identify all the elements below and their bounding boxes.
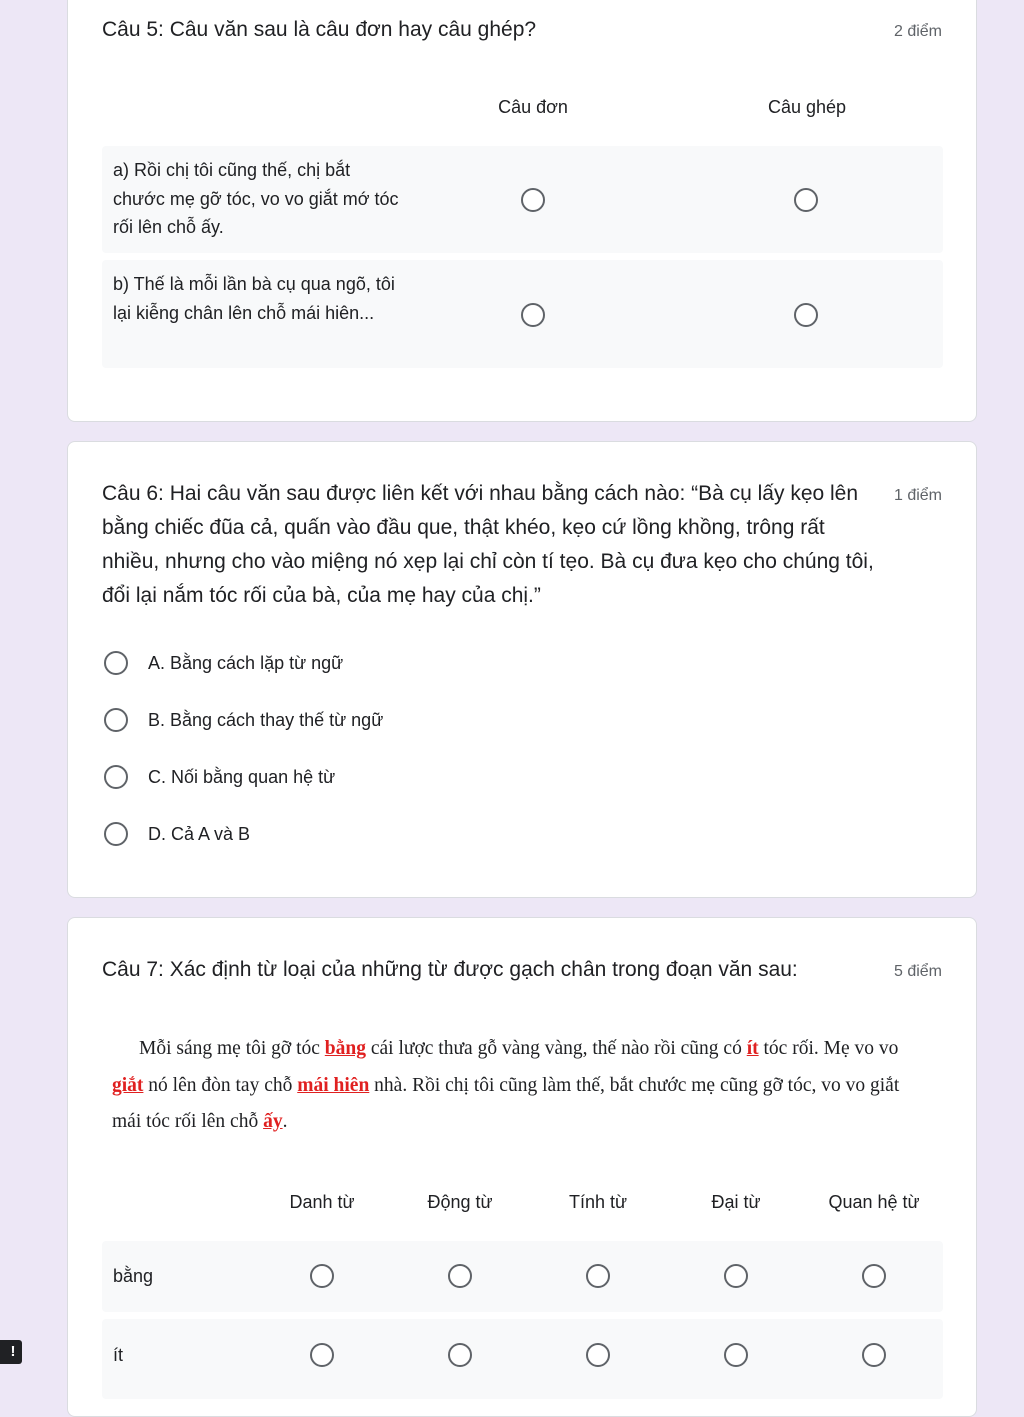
question-7-card <box>67 917 977 1417</box>
q6-option-c[interactable] <box>102 762 602 792</box>
question-7-points: 5 điểm <box>893 963 942 980</box>
q6-option-d-label: D. Cả A và B <box>148 824 251 844</box>
q6-option-b-label: B. Bằng cách thay thế từ ngữ <box>148 710 384 730</box>
question-6-title: Câu 6: Hai câu văn sau được liên kết với nhau bằng cách nào: “Bà cụ lấy kẹo lên bằng chiếc đũa cả, quấn vào đầu que, thật khéo, kẹo cứ lồng khồng, trông rất nhiều, nhưng cho vào miệng nó xẹp lại chỉ còn tí tẹo. Bà cụ đưa kẹo cho chúng tôi, đổi lại nắm tóc rối của bà, của mẹ hay của chị.” <box>102 482 874 607</box>
underlined-word-giat: giắt <box>112 1074 144 1096</box>
exclamation-icon[interactable]: ! <box>0 1340 22 1364</box>
q7-passage <box>112 1031 922 1141</box>
q7-row-bang-label: bằng <box>113 1266 154 1286</box>
q7-column-header-dong-tu: Động từ <box>427 1192 493 1212</box>
q7-row-bang-quan-he-tu-radio[interactable] <box>862 1264 886 1288</box>
question-6-card <box>67 441 977 898</box>
q5-row-b-cau-don-radio[interactable] <box>521 303 545 327</box>
q7-row-bang <box>102 1241 943 1312</box>
underlined-word-bang: bằng <box>324 1038 366 1059</box>
passage-text: . <box>282 1111 288 1132</box>
q5-row-a-label: a) Rồi chị tôi cũng thế, chị bắt chước mẹ gỡ tóc, vo vo giắt mớ tóc rối lên chỗ ấy. <box>113 160 399 237</box>
q7-row-bang-tinh-tu-radio[interactable] <box>586 1264 610 1288</box>
q7-column-header-dai-tu: Đại từ <box>711 1192 761 1212</box>
q7-column-header-quan-he-tu: Quan hệ từ <box>828 1192 920 1212</box>
q5-row-a-cau-don-radio[interactable] <box>521 188 545 212</box>
q5-row-b-label: b) Thế là mỗi lần bà cụ qua ngõ, tôi lại kiễng chân lên chỗ mái hiên... <box>113 274 395 323</box>
passage-text: tóc rối. Mẹ vo vo <box>758 1038 899 1059</box>
q7-row-bang-danh-tu-radio[interactable] <box>310 1264 334 1288</box>
q7-row-it-quan-he-tu-radio[interactable] <box>862 1343 886 1367</box>
q7-row-it-dong-tu-radio[interactable] <box>448 1343 472 1367</box>
q5-column-header-cau-ghep: Câu ghép <box>767 97 847 117</box>
q6-option-a[interactable] <box>102 648 602 678</box>
q6-option-d-radio[interactable] <box>104 822 128 846</box>
q5-row-b <box>102 260 943 368</box>
q7-column-header-tinh-tu: Tính từ <box>568 1192 628 1212</box>
question-7-title: Câu 7: Xác định từ loại của những từ được gạch chân trong đoạn văn sau: <box>102 958 798 981</box>
question-5-card <box>67 0 977 422</box>
q7-row-it <box>102 1319 943 1399</box>
passage-text: Mỗi sáng mẹ tôi gỡ tóc <box>139 1038 325 1059</box>
passage-text: cái lược thưa gỗ vàng vàng, thế nào rồi cũng có <box>366 1038 747 1059</box>
question-6-points: 1 điểm <box>893 487 942 504</box>
q7-row-it-tinh-tu-radio[interactable] <box>586 1343 610 1367</box>
underlined-word-ay: ấy <box>263 1111 283 1132</box>
q5-column-header-cau-don: Câu đơn <box>498 97 568 117</box>
question-5-points: 2 điểm <box>893 23 942 40</box>
q6-option-a-radio[interactable] <box>104 651 128 675</box>
underlined-word-it: ít <box>746 1038 759 1059</box>
q7-row-it-dai-tu-radio[interactable] <box>724 1343 748 1367</box>
q5-row-a <box>102 146 943 253</box>
underlined-word-mai-hien: mái hiên <box>297 1074 370 1096</box>
q5-row-a-cau-ghep-radio[interactable] <box>794 188 818 212</box>
question-5-title: Câu 5: Câu văn sau là câu đơn hay câu ghép? <box>102 18 537 41</box>
q7-row-it-label: ít <box>113 1345 124 1365</box>
q6-option-b[interactable] <box>102 705 602 735</box>
passage-text: nó lên đòn tay chỗ <box>143 1074 298 1096</box>
q5-row-b-cau-ghep-radio[interactable] <box>794 303 818 327</box>
q6-option-d[interactable] <box>102 819 602 849</box>
q7-row-it-danh-tu-radio[interactable] <box>310 1343 334 1367</box>
q6-option-c-label: C. Nối bằng quan hệ từ <box>148 767 336 787</box>
q6-option-b-radio[interactable] <box>104 708 128 732</box>
q6-option-a-label: A. Bằng cách lặp từ ngữ <box>148 653 344 673</box>
q7-row-bang-dong-tu-radio[interactable] <box>448 1264 472 1288</box>
q7-column-header-danh-tu: Danh từ <box>289 1192 355 1212</box>
passage-text: nhà. Rồi chị tôi cũng làm thế, bắt chước mẹ cũng gỡ tóc, vo vo giắt mái tóc rối lên chỗ <box>112 1074 900 1132</box>
q7-row-bang-dai-tu-radio[interactable] <box>724 1264 748 1288</box>
q6-option-c-radio[interactable] <box>104 765 128 789</box>
